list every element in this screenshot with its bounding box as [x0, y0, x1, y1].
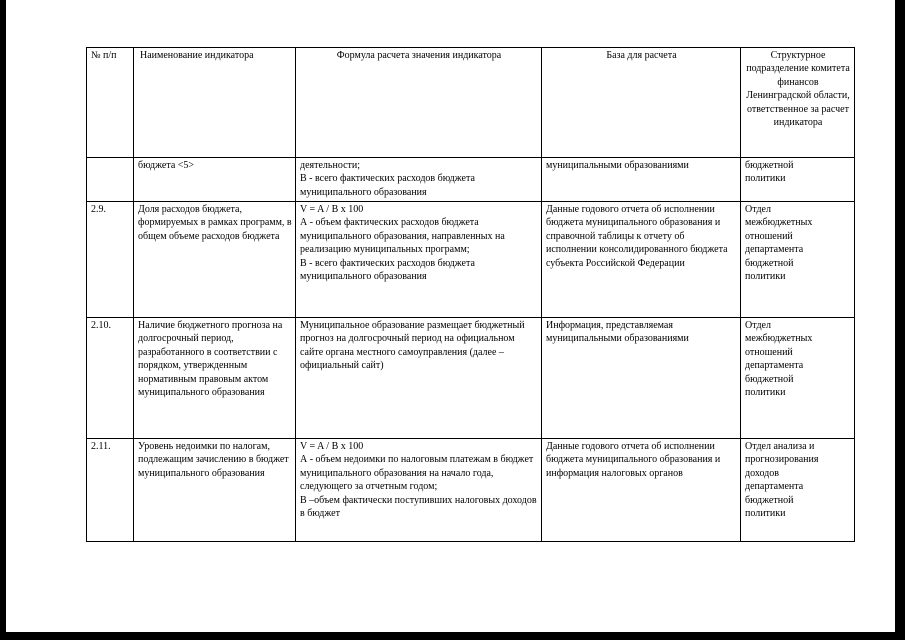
- cell-formula: Муниципальное образование размещает бюджетный прогноз на долгосрочный период на официальном сайте органа местного самоуправления (далее – официальный сайт): [296, 318, 542, 439]
- cell-number: 2.9.: [87, 202, 134, 318]
- header-responsible-department: Структурное подразделение комитета финансов Ленинградской области, ответственное за расчет индикатора: [741, 48, 855, 158]
- cell-base: Данные годового отчета об исполнении бюджета муниципального образования и информация налоговых органов: [542, 439, 741, 542]
- table-row: [87, 318, 855, 439]
- cell-base: муниципальными образованиями: [542, 158, 741, 202]
- document-page: [6, 0, 895, 632]
- table-row: [87, 158, 855, 202]
- cell-base: Информация, представляемая муниципальными образованиями: [542, 318, 741, 439]
- cell-base: Данные годового отчета об исполнении бюджета муниципального образования и справочной таблицы к отчету об исполнении консолидированного бюджета субъекта Российской Федерации: [542, 202, 741, 318]
- scan-edge-right: [895, 0, 905, 640]
- indicator-table: [86, 47, 855, 542]
- cell-responsible-department: Отдел анализа и прогнозирования доходов департамента бюджетной политики: [741, 439, 855, 542]
- table-row: [87, 439, 855, 542]
- cell-responsible-department: Отдел межбюджетных отношений департамента бюджетной политики: [741, 318, 855, 439]
- table-row: [87, 202, 855, 318]
- cell-number: 2.10.: [87, 318, 134, 439]
- cell-responsible-department: бюджетной политики: [741, 158, 855, 202]
- cell-formula: V = A / B x 100 А - объем недоимки по налоговым платежам в бюджет муниципального образования на начало года, следующего за отчетным годом; В –объем фактически поступивших налоговых доходов в бюджет: [296, 439, 542, 542]
- cell-number: [87, 158, 134, 202]
- cell-indicator-name: Уровень недоимки по налогам, подлежащим зачислению в бюджет муниципального образования: [134, 439, 296, 542]
- header-formula: Формула расчета значения индикатора: [296, 48, 542, 158]
- cell-indicator-name: бюджета <5>: [134, 158, 296, 202]
- header-base: База для расчета: [542, 48, 741, 158]
- table-header-row: [87, 48, 855, 158]
- cell-indicator-name: Доля расходов бюджета, формируемых в рамках программ, в общем объеме расходов бюджета: [134, 202, 296, 318]
- header-indicator-name: Наименование индикатора: [134, 48, 296, 158]
- cell-indicator-name: Наличие бюджетного прогноза на долгосрочный период, разработанного в соответствии с порядком, утвержденным нормативным правовым актом муниципального образования: [134, 318, 296, 439]
- scan-edge-bottom: [0, 632, 905, 640]
- header-number: № п/п: [87, 48, 134, 158]
- cell-number: 2.11.: [87, 439, 134, 542]
- cell-formula: деятельности; В - всего фактических расходов бюджета муниципального образования: [296, 158, 542, 202]
- cell-formula: V = A / B x 100 А - объем фактических расходов бюджета муниципального образования, направленных на реализацию муниципальных программ; В - всего фактических расходов бюджета муниципального образования: [296, 202, 542, 318]
- cell-responsible-department: Отдел межбюджетных отношений департамента бюджетной политики: [741, 202, 855, 318]
